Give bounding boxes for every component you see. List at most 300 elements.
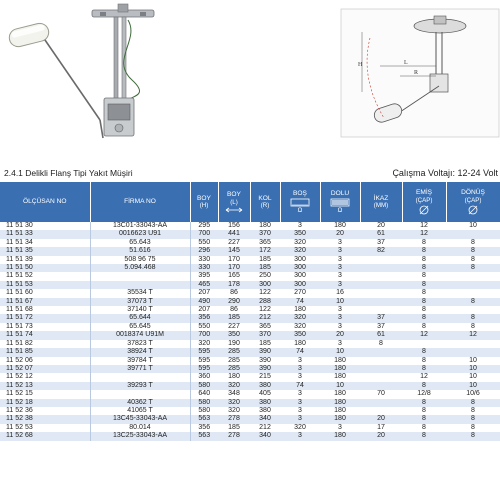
cell-boy-h: 207 (190, 289, 218, 297)
cell-ikaz: 61 (360, 230, 402, 238)
cell-kol-r: 250 (250, 272, 280, 280)
cell-ikaz: 8 (360, 340, 402, 348)
cell-donus: 8 (446, 323, 500, 331)
cell-donus (446, 306, 500, 314)
voltage-label: Çalışma Voltajı: 12-24 Volt (392, 168, 498, 178)
cell-boy-l: 178 (218, 281, 250, 289)
cell-donus: 8 (446, 264, 500, 272)
cell-kol-r: 405 (250, 390, 280, 398)
cell-kol-r: 180 (250, 222, 280, 230)
table-row (0, 415, 500, 423)
cell-dolu: 16 (320, 289, 360, 297)
cell-boy-h: 580 (190, 399, 218, 407)
table-row (0, 239, 500, 247)
cell-bos: 180 (280, 340, 320, 348)
cell-bos: 320 (280, 323, 320, 331)
cell-boy-h: 700 (190, 331, 218, 339)
spec-table (0, 182, 500, 441)
col-header-boy-l: BOY (L) (218, 182, 250, 222)
cell-bos: 3 (280, 415, 320, 423)
cell-firma-no: 65.645 (90, 323, 190, 331)
cell-dolu: 3 (320, 340, 360, 348)
cell-ikaz: 20 (360, 415, 402, 423)
cell-dolu: 10 (320, 382, 360, 390)
table-row (0, 230, 500, 238)
cell-bos: 320 (280, 239, 320, 247)
cell-boy-l: 320 (218, 382, 250, 390)
cell-donus (446, 348, 500, 356)
cell-olcusan-no: 11 51 72 (0, 314, 90, 322)
cell-emis: 8 (402, 264, 446, 272)
cell-olcusan-no: 11 52 36 (0, 407, 90, 415)
cell-ikaz (360, 357, 402, 365)
diagram-label-r: R (414, 70, 419, 76)
cell-kol-r: 212 (250, 314, 280, 322)
cell-kol-r: 365 (250, 323, 280, 331)
cell-bos: 3 (280, 407, 320, 415)
cell-bos: 74 (280, 298, 320, 306)
cell-olcusan-no: 11 52 13 (0, 382, 90, 390)
col-header-firma-no: FİRMA NO (90, 182, 190, 222)
table-row (0, 306, 500, 314)
cell-olcusan-no: 11 52 12 (0, 373, 90, 381)
cell-boy-l: 145 (218, 247, 250, 255)
table-row (0, 365, 500, 373)
cell-kol-r: 390 (250, 348, 280, 356)
cell-kol-r: 370 (250, 230, 280, 238)
cell-boy-h: 356 (190, 314, 218, 322)
cell-emis: 8 (402, 323, 446, 331)
cell-boy-h: 320 (190, 340, 218, 348)
cell-emis: 8 (402, 314, 446, 322)
cell-boy-l: 320 (218, 399, 250, 407)
cell-boy-l: 86 (218, 306, 250, 314)
cell-olcusan-no: 11 52 06 (0, 357, 90, 365)
cell-firma-no: 39771 T (90, 365, 190, 373)
table-row (0, 373, 500, 381)
cell-boy-l: 285 (218, 348, 250, 356)
cell-olcusan-no: 11 51 50 (0, 264, 90, 272)
cell-donus (446, 272, 500, 280)
cell-dolu: 3 (320, 247, 360, 255)
cell-boy-l: 348 (218, 390, 250, 398)
cell-firma-no: 37140 T (90, 306, 190, 314)
cell-kol-r: 185 (250, 256, 280, 264)
col-header-boy-h: BOY (H) (190, 182, 218, 222)
table-body (0, 222, 500, 441)
col-header-olcusan-no: ÖLÇÜSAN NO (0, 182, 90, 222)
cell-emis: 8 (402, 239, 446, 247)
cell-olcusan-no: 11 51 35 (0, 247, 90, 255)
cell-boy-l: 350 (218, 331, 250, 339)
cell-firma-no: 37823 T (90, 340, 190, 348)
col-header-emis: EMİŞ (ÇAP) (402, 182, 446, 222)
cell-firma-no (90, 390, 190, 398)
cell-emis: 8 (402, 272, 446, 280)
cell-boy-h: 580 (190, 407, 218, 415)
table-row (0, 314, 500, 322)
cell-ikaz (360, 256, 402, 264)
float-icon (7, 21, 50, 48)
cell-kol-r: 122 (250, 289, 280, 297)
cell-olcusan-no: 11 52 53 (0, 424, 90, 432)
cell-emis: 8 (402, 247, 446, 255)
cell-olcusan-no: 11 51 60 (0, 289, 90, 297)
cell-firma-no: 13C45-33043-AA (90, 415, 190, 423)
cell-ikaz (360, 281, 402, 289)
table-row (0, 390, 500, 398)
cell-dolu: 3 (320, 264, 360, 272)
cell-boy-l: 170 (218, 256, 250, 264)
cell-kol-r: 340 (250, 415, 280, 423)
cell-bos: 350 (280, 331, 320, 339)
cell-dolu: 3 (320, 272, 360, 280)
col-header-bos: BOŞ Ω (280, 182, 320, 222)
cell-bos: 350 (280, 230, 320, 238)
table-row (0, 289, 500, 297)
cell-dolu: 180 (320, 390, 360, 398)
cell-bos: 270 (280, 289, 320, 297)
cell-bos: 74 (280, 348, 320, 356)
cell-firma-no: 41065 T (90, 407, 190, 415)
cell-kol-r: 185 (250, 264, 280, 272)
cell-boy-h: 330 (190, 264, 218, 272)
cell-emis: 12 (402, 373, 446, 381)
cell-kol-r: 365 (250, 239, 280, 247)
cell-dolu: 180 (320, 222, 360, 230)
cell-firma-no (90, 373, 190, 381)
cell-donus: 8 (446, 432, 500, 440)
cell-emis: 8 (402, 407, 446, 415)
table-row (0, 298, 500, 306)
cell-donus: 8 (446, 407, 500, 415)
cell-dolu: 3 (320, 281, 360, 289)
cell-ikaz (360, 306, 402, 314)
cell-ikaz (360, 407, 402, 415)
cell-firma-no: 80.014 (90, 424, 190, 432)
cell-firma-no: 0018374 U91M (90, 331, 190, 339)
diameter-icon (468, 205, 478, 215)
cell-bos: 300 (280, 264, 320, 272)
cell-ikaz (360, 272, 402, 280)
cell-donus: 10 (446, 373, 500, 381)
cell-bos: 3 (280, 432, 320, 440)
cell-olcusan-no: 11 51 74 (0, 331, 90, 339)
cell-bos: 3 (280, 357, 320, 365)
cell-donus: 10 (446, 365, 500, 373)
cell-firma-no: 51.616 (90, 247, 190, 255)
cell-dolu: 10 (320, 298, 360, 306)
cell-donus: 10/6 (446, 390, 500, 398)
cell-olcusan-no: 11 51 73 (0, 323, 90, 331)
cell-bos: 3 (280, 399, 320, 407)
cell-kol-r: 300 (250, 281, 280, 289)
cell-boy-l: 156 (218, 222, 250, 230)
cell-emis: 8 (402, 424, 446, 432)
cell-ikaz: 37 (360, 323, 402, 331)
cell-emis: 8 (402, 365, 446, 373)
cell-ikaz: 37 (360, 314, 402, 322)
cell-ikaz: 37 (360, 239, 402, 247)
cell-boy-l: 320 (218, 407, 250, 415)
table-row (0, 247, 500, 255)
table-row (0, 348, 500, 356)
cell-donus: 10 (446, 222, 500, 230)
cell-boy-h: 640 (190, 390, 218, 398)
cell-kol-r: 215 (250, 373, 280, 381)
cell-boy-h: 395 (190, 272, 218, 280)
cell-dolu: 20 (320, 331, 360, 339)
diameter-icon (419, 205, 429, 215)
cell-donus (446, 289, 500, 297)
cell-kol-r: 288 (250, 298, 280, 306)
cell-dolu: 10 (320, 348, 360, 356)
cell-dolu: 3 (320, 239, 360, 247)
cell-boy-h: 356 (190, 424, 218, 432)
cell-dolu: 180 (320, 365, 360, 373)
cell-emis: 8 (402, 306, 446, 314)
cell-donus: 8 (446, 399, 500, 407)
cell-kol-r: 380 (250, 399, 280, 407)
cell-kol-r: 212 (250, 424, 280, 432)
cell-dolu: 180 (320, 357, 360, 365)
cell-boy-l: 185 (218, 424, 250, 432)
cell-ikaz: 17 (360, 424, 402, 432)
cell-dolu: 180 (320, 407, 360, 415)
cell-firma-no: 35534 T (90, 289, 190, 297)
diagram-label-h: H (358, 62, 363, 68)
cell-kol-r: 390 (250, 357, 280, 365)
cell-olcusan-no: 11 51 52 (0, 272, 90, 280)
cell-kol-r: 340 (250, 432, 280, 440)
cell-donus: 10 (446, 382, 500, 390)
cell-bos: 300 (280, 256, 320, 264)
cell-boy-l: 278 (218, 415, 250, 423)
cell-olcusan-no: 11 51 30 (0, 222, 90, 230)
cell-bos: 3 (280, 222, 320, 230)
cell-kol-r: 380 (250, 407, 280, 415)
cell-firma-no: 65.644 (90, 314, 190, 322)
cell-kol-r: 185 (250, 340, 280, 348)
cell-olcusan-no: 11 51 82 (0, 340, 90, 348)
table-row (0, 424, 500, 432)
cell-boy-h: 330 (190, 256, 218, 264)
cell-ikaz (360, 264, 402, 272)
cell-dolu: 180 (320, 415, 360, 423)
cell-ikaz (360, 382, 402, 390)
cell-firma-no: 65.643 (90, 239, 190, 247)
cell-bos: 300 (280, 281, 320, 289)
cell-bos: 320 (280, 247, 320, 255)
cell-emis: 8 (402, 348, 446, 356)
cell-boy-l: 285 (218, 365, 250, 373)
cell-bos: 3 (280, 365, 320, 373)
cell-boy-l: 180 (218, 373, 250, 381)
cell-boy-l: 285 (218, 357, 250, 365)
cell-firma-no: 39293 T (90, 382, 190, 390)
cell-boy-h: 700 (190, 230, 218, 238)
cell-boy-h: 595 (190, 357, 218, 365)
table-row (0, 432, 500, 440)
cell-ikaz: 82 (360, 247, 402, 255)
cell-bos: 3 (280, 373, 320, 381)
table-row (0, 264, 500, 272)
cell-ikaz: 20 (360, 222, 402, 230)
cell-olcusan-no: 11 51 67 (0, 298, 90, 306)
cell-donus (446, 340, 500, 348)
cell-bos: 300 (280, 272, 320, 280)
cell-boy-l: 227 (218, 239, 250, 247)
cell-boy-h: 207 (190, 306, 218, 314)
cell-donus: 8 (446, 239, 500, 247)
cell-emis: 12 (402, 331, 446, 339)
cell-bos: 180 (280, 306, 320, 314)
section-title: 2.4.1 Delikli Flanş Tipi Yakıt Müşiri (4, 168, 133, 178)
table-row (0, 331, 500, 339)
cell-ikaz (360, 298, 402, 306)
flange-icon (92, 4, 154, 17)
cell-boy-h: 595 (190, 348, 218, 356)
col-header-ikaz: İKAZ (MM) (360, 182, 402, 222)
cell-dolu: 3 (320, 306, 360, 314)
cell-emis: 8 (402, 415, 446, 423)
cell-bos: 320 (280, 424, 320, 432)
dimension-diagram (340, 8, 500, 138)
table-row (0, 399, 500, 407)
diagram-label-l: L (404, 60, 408, 66)
cell-firma-no: 38924 T (90, 348, 190, 356)
cell-donus (446, 281, 500, 289)
cell-ikaz: 70 (360, 390, 402, 398)
table-row (0, 222, 500, 230)
cell-boy-h: 550 (190, 239, 218, 247)
cell-dolu: 180 (320, 373, 360, 381)
cell-emis: 8 (402, 298, 446, 306)
cell-emis: 12 (402, 222, 446, 230)
cell-kol-r: 122 (250, 306, 280, 314)
cell-olcusan-no: 11 52 18 (0, 399, 90, 407)
cell-kol-r: 172 (250, 247, 280, 255)
cell-boy-l: 441 (218, 230, 250, 238)
cell-emis: 12 (402, 230, 446, 238)
table-row (0, 340, 500, 348)
cell-boy-h: 360 (190, 373, 218, 381)
cell-olcusan-no: 11 52 15 (0, 390, 90, 398)
cell-dolu: 3 (320, 323, 360, 331)
col-header-dolu: DOLU Ω (320, 182, 360, 222)
cell-kol-r: 390 (250, 365, 280, 373)
col-header-donus: DÖNÜŞ (ÇAP) (446, 182, 500, 222)
cell-olcusan-no: 11 51 53 (0, 281, 90, 289)
cell-ikaz (360, 289, 402, 297)
cell-kol-r: 370 (250, 331, 280, 339)
cell-boy-h: 550 (190, 323, 218, 331)
cell-boy-h: 295 (190, 222, 218, 230)
cell-olcusan-no: 11 51 85 (0, 348, 90, 356)
cell-boy-h: 563 (190, 415, 218, 423)
cell-emis: 8 (402, 382, 446, 390)
cell-olcusan-no: 11 51 34 (0, 239, 90, 247)
table-row (0, 357, 500, 365)
cell-firma-no (90, 281, 190, 289)
table-header-row (0, 182, 500, 222)
cell-boy-l: 165 (218, 272, 250, 280)
table-row (0, 256, 500, 264)
cell-boy-l: 190 (218, 340, 250, 348)
cell-donus: 8 (446, 415, 500, 423)
cell-donus: 8 (446, 424, 500, 432)
cell-firma-no: 13C25-33043-AA (90, 432, 190, 440)
cell-dolu: 20 (320, 230, 360, 238)
cell-donus: 10 (446, 357, 500, 365)
cell-emis: 8 (402, 432, 446, 440)
cell-bos: 3 (280, 390, 320, 398)
cell-olcusan-no: 11 52 68 (0, 432, 90, 440)
table-row (0, 281, 500, 289)
cell-boy-h: 595 (190, 365, 218, 373)
cell-emis: 12/8 (402, 390, 446, 398)
cell-firma-no: 40362 T (90, 399, 190, 407)
cell-dolu: 180 (320, 399, 360, 407)
cell-emis: 8 (402, 281, 446, 289)
cell-dolu: 180 (320, 432, 360, 440)
cell-firma-no: 39784 T (90, 357, 190, 365)
cell-dolu: 3 (320, 314, 360, 322)
cell-firma-no: 0016623 U91 (90, 230, 190, 238)
cell-emis: 8 (402, 256, 446, 264)
cell-dolu: 3 (320, 424, 360, 432)
cell-donus (446, 230, 500, 238)
cell-donus: 8 (446, 247, 500, 255)
table-row (0, 272, 500, 280)
cell-boy-l: 170 (218, 264, 250, 272)
cell-donus: 12 (446, 331, 500, 339)
cell-olcusan-no: 11 51 68 (0, 306, 90, 314)
table-row (0, 407, 500, 415)
cell-firma-no: 37073 T (90, 298, 190, 306)
cell-ikaz (360, 399, 402, 407)
cell-firma-no: 508 96 75 (90, 256, 190, 264)
cell-olcusan-no: 11 51 33 (0, 230, 90, 238)
cell-emis (402, 340, 446, 348)
cell-bos: 74 (280, 382, 320, 390)
cell-kol-r: 380 (250, 382, 280, 390)
fuel-sender-photo (0, 0, 240, 160)
cell-bos: 320 (280, 314, 320, 322)
cell-donus: 8 (446, 256, 500, 264)
cell-olcusan-no: 11 51 39 (0, 256, 90, 264)
cell-ikaz (360, 373, 402, 381)
cell-boy-h: 563 (190, 432, 218, 440)
cell-firma-no: 5.094.468 (90, 264, 190, 272)
cell-boy-h: 580 (190, 382, 218, 390)
table-row (0, 382, 500, 390)
cell-boy-l: 278 (218, 432, 250, 440)
cell-dolu: 3 (320, 256, 360, 264)
cell-ikaz: 61 (360, 331, 402, 339)
cell-firma-no (90, 272, 190, 280)
cell-emis: 8 (402, 399, 446, 407)
cell-boy-h: 296 (190, 247, 218, 255)
length-arrow-icon (225, 207, 243, 213)
cell-olcusan-no: 11 52 07 (0, 365, 90, 373)
cell-ikaz: 20 (360, 432, 402, 440)
cell-ikaz (360, 348, 402, 356)
cell-boy-h: 490 (190, 298, 218, 306)
empty-tank-icon (290, 198, 310, 207)
full-tank-icon (330, 198, 350, 207)
cell-olcusan-no: 11 52 38 (0, 415, 90, 423)
